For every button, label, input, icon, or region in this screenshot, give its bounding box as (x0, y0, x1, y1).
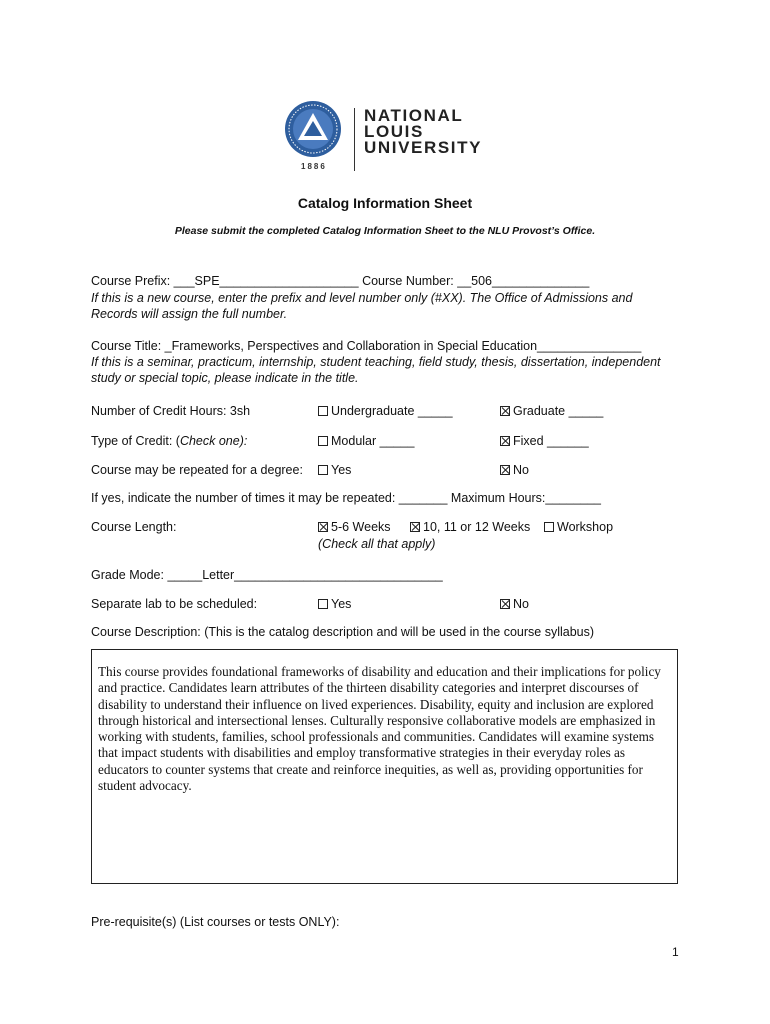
checkbox-unchecked-icon[interactable] (318, 599, 328, 609)
repeat-no-option[interactable] (500, 463, 529, 477)
undergraduate-label: Undergraduate _____ (331, 404, 453, 418)
course-number-label: Course Number: (362, 274, 458, 288)
course-description-box[interactable] (91, 649, 678, 884)
nlu-logo (284, 100, 494, 180)
checkbox-unchecked-icon[interactable] (318, 406, 328, 416)
graduate-option[interactable] (500, 404, 603, 418)
checkbox-checked-icon[interactable] (500, 406, 510, 416)
logo-line-university: UNIVERSITY (364, 138, 483, 157)
credit-hours-label: Number of Credit Hours: 3sh (91, 404, 251, 418)
credit-type-label (91, 434, 247, 448)
repeat-yes-option[interactable] (318, 463, 351, 477)
fixed-label: Fixed ______ (513, 434, 589, 448)
university-seal-icon (284, 100, 342, 158)
modular-option[interactable] (318, 434, 414, 448)
repeat-no-label: No (513, 463, 529, 477)
page-subtitle: Please submit the completed Catalog Information Sheet to the NLU Provost’s Office. (174, 225, 596, 237)
credit-type-label-italic: Check one): (179, 434, 248, 448)
lab-no-option[interactable] (500, 597, 529, 611)
logo-line-louis: LOUIS (364, 122, 424, 141)
modular-label: Modular _____ (331, 434, 415, 448)
title-note-line-2: study or special topic, please indicate in the title. (91, 371, 359, 385)
checkbox-unchecked-icon[interactable] (318, 465, 328, 475)
logo-divider (354, 108, 355, 171)
fixed-option[interactable] (500, 434, 589, 448)
prefix-note-line-2: Records will assign the full number. (91, 307, 288, 321)
course-title-value[interactable]: _Frameworks, Perspectives and Collaboration in Special Education_______________ (164, 339, 642, 353)
page-title: Catalog Information Sheet (297, 195, 473, 211)
course-title-label: Course Title: (91, 339, 165, 353)
logo-line-national: NATIONAL (364, 106, 464, 125)
repeat-times-row[interactable]: If yes, indicate the number of times it may be repeated: _______ Maximum Hours:________ (91, 491, 602, 505)
course-number-value[interactable]: __506______________ (457, 274, 590, 288)
logo-year: 1886 (301, 162, 327, 171)
grade-mode-label: Grade Mode: (91, 568, 168, 582)
lab-yes-option[interactable] (318, 597, 351, 611)
undergraduate-option[interactable] (318, 404, 453, 418)
grade-mode-value[interactable]: _____Letter______________________________ (167, 568, 443, 582)
checkbox-checked-icon[interactable] (500, 599, 510, 609)
course-prefix-row (91, 274, 589, 288)
checkbox-checked-icon[interactable] (410, 522, 420, 532)
checkbox-unchecked-icon[interactable] (318, 436, 328, 446)
checkbox-unchecked-icon[interactable] (544, 522, 554, 532)
credit-type-label-text: Type of Credit: ( (91, 434, 180, 448)
length-5-6-weeks-label: 5-6 Weeks (331, 520, 391, 534)
lab-no-label: No (513, 597, 529, 611)
repeat-label: Course may be repeated for a degree: (91, 463, 303, 477)
course-prefix-value[interactable]: ___SPE____________________ (173, 274, 359, 288)
course-description-text[interactable]: This course provides foundational frameworks of disability and education and their implications for policy and practice. Candidates learn attributes of the thirteen disability categories and interpret discourses of disability to understand their influence on lived experiences. Disability, equity and inclusion are explored through historical and intersectional lenses. Culturally responsive collaborative models are emphasized in working with students, families, school professionals and communities. Candidates will examine systems that impact students with disabilities and employ transformative strategies in their everyday roles as educators to counter systems that create and reinforce inequities, as well as, providing opportunities for student advocacy. (98, 664, 661, 794)
checkbox-checked-icon[interactable] (500, 436, 510, 446)
title-note-line-1: If this is a seminar, practicum, internship, student teaching, field study, thesis, dissertation, independent (91, 355, 661, 369)
graduate-label: Graduate _____ (513, 404, 604, 418)
course-title-row (91, 339, 641, 353)
grade-mode-row (91, 568, 443, 582)
prefix-note-line-1: If this is a new course, enter the prefix and level number only (#XX). The Office of Admissions and (91, 291, 633, 305)
repeat-yes-label: Yes (331, 463, 352, 477)
length-workshop-label: Workshop (557, 520, 614, 534)
course-length-label: Course Length: (91, 520, 177, 534)
length-10-12-weeks-option[interactable] (410, 520, 530, 534)
page-number: 1 (672, 945, 679, 959)
length-10-12-weeks-label: 10, 11 or 12 Weeks (423, 520, 531, 534)
prerequisite-label: Pre-requisite(s) (List courses or tests ONLY): (91, 915, 340, 929)
course-prefix-label: Course Prefix: (91, 274, 174, 288)
course-description-label: Course Description: (This is the catalog description and will be used in the course syllabus) (91, 625, 595, 639)
length-5-6-weeks-option[interactable] (318, 520, 391, 534)
checkbox-checked-icon[interactable] (318, 522, 328, 532)
lab-yes-label: Yes (331, 597, 352, 611)
length-note: (Check all that apply) (318, 537, 436, 551)
checkbox-checked-icon[interactable] (500, 465, 510, 475)
lab-label: Separate lab to be scheduled: (91, 597, 258, 611)
length-workshop-option[interactable] (544, 520, 613, 534)
